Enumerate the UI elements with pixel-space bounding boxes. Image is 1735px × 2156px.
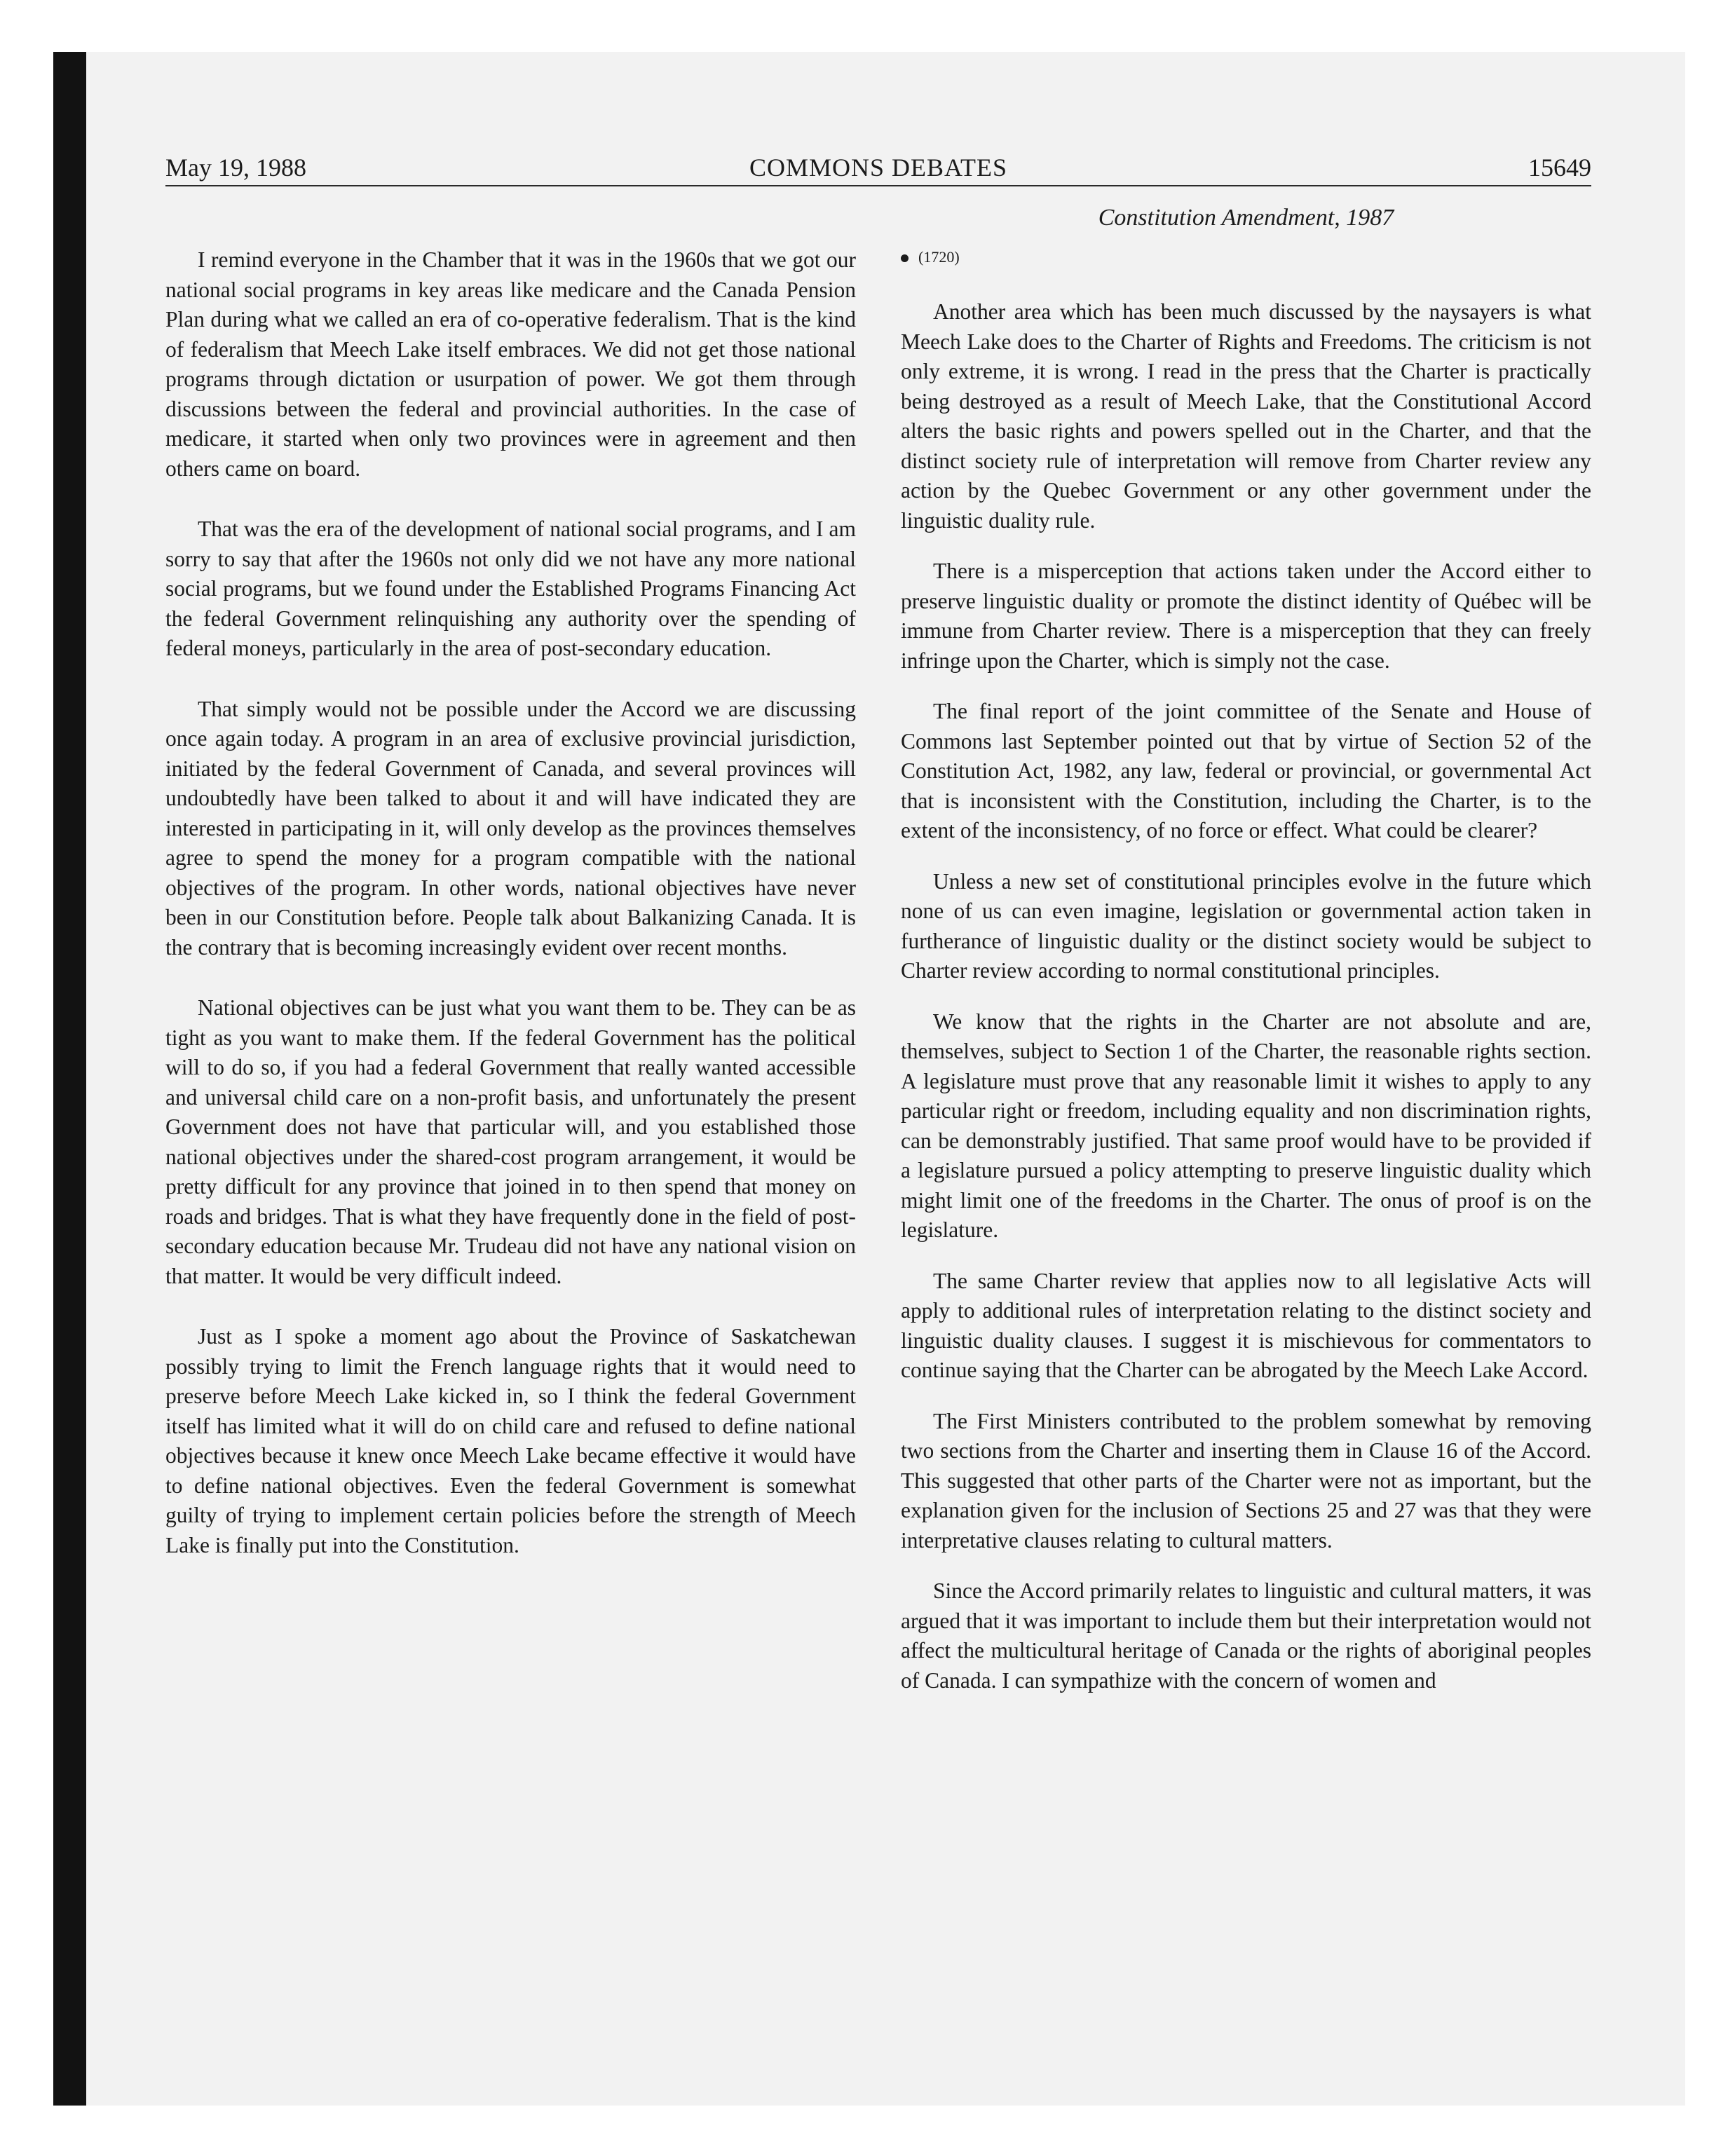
time-marker-text: (1720) — [918, 248, 960, 266]
paragraph: The final report of the joint committee of the Senate and House of Commons last September pointed out that by virtue of Section 52 of the Constitution Act, 1982, any law, federal or provincial, or governmental Act that is inconsistent with the Constitution, including the Charter, is to the extent of the inconsistency, of no force or effect. What could be clearer? — [901, 699, 1591, 842]
header-date: May 19, 1988 — [165, 153, 306, 182]
paragraph: I remind everyone in the Chamber that it was in the 1960s that we got our national social programs in key areas like medicare and the Canada Pension Plan during what we called an era of co-operative federalism. That is the kind of federalism that Meech Lake itself embraces. We did not get those national programs through dictation or usurpation of power. We got them through discussions between the federal and provincial authorities. In the case of medicare, it started when only two provinces were in agreement and then others came on board. — [165, 247, 856, 481]
header-publication: COMMONS DEBATES — [749, 153, 1008, 182]
paragraph: That simply would not be possible under the Accord we are discussing once again today. A program in an area of exclusive provincial jurisdiction, initiated by the federal Government of Canada, and several provinces will undoubtedly have been talked to about it and will have indicated they are interested in participating in it, will only develop as the provinces themselves agree to spend the money for a program compatible with the national objectives of the program. In other words, national objectives have never been in our Constitution before. People talk about Balkanizing Canada. It is the contrary that is becoming increasingly evident over recent months. — [165, 696, 856, 960]
section-heading: Constitution Amendment, 1987 — [1098, 205, 1394, 231]
header-page-number: 15649 — [1528, 153, 1591, 182]
right-column — [901, 245, 1591, 1717]
bullet-icon — [901, 254, 909, 262]
scan-binding-edge — [53, 52, 86, 2106]
left-column — [165, 245, 856, 1591]
paragraph: National objectives can be just what you want them to be. They can be as tight as you want to make them. If the federal Government has the political will to do so, if you had a federal Government that really wanted accessible and universal child care on a non-profit basis, and unfortunately the present Government does not have that particular will, and you established those national objectives under the shared-cost program arrangement, it would be pretty difficult for any province that joined in to then spend that money on roads and bridges. That is what they have frequently done in the field of post-secondary education because Mr. Trudeau did not have any national vision on that matter. It would be very difficult indeed. — [165, 995, 856, 1288]
paragraph: Another area which has been much discussed by the naysayers is what Meech Lake does to the Charter of Rights and Freedoms. The criticism is not only extreme, it is wrong. I read in the press that the Charter is practically being destroyed as a result of Meech Lake, that the Constitutional Accord alters the basic rights and powers spelled out in the Charter, and that the distinct society rule of interpretation will remove from Charter review any action by the Quebec Government or any other government under the linguistic duality rule. — [901, 299, 1591, 533]
paragraph: Since the Accord primarily relates to linguistic and cultural matters, it was argued that it was important to include them but their interpretation would not affect the multicultural heritage of Canada or the rights of aboriginal peoples of Canada. I can sympathize with the concern of women and — [901, 1578, 1591, 1693]
paragraph: Just as I spoke a moment ago about the Province of Saskatchewan possibly trying to limit the French language rights that it would need to preserve before Meech Lake kicked in, so I think the federal Government itself has limited what it will do on child care and refused to define national objectives because it knew once Meech Lake became effective it would have to define national objectives. Even the federal Government is somewhat guilty of trying to implement certain policies before the strength of Meech Lake is finally put into the Constitution. — [165, 1324, 856, 1557]
paragraph: There is a misperception that actions taken under the Accord either to preserve linguistic duality or promote the distinct identity of Québec will be immune from Charter review. There is a misperception that they can freely infringe upon the Charter, which is simply not the case. — [901, 559, 1591, 673]
paragraph: The First Ministers contributed to the problem somewhat by removing two sections from the Charter and inserting them in Clause 16 of the Accord. This suggested that other parts of the Charter were not as important, but the explanation given for the inclusion of Sections 25 and 27 was that they were interpretative clauses relating to cultural matters. — [901, 1408, 1591, 1553]
running-head — [165, 149, 1591, 186]
paragraph: We know that the rights in the Charter are not absolute and are, themselves, subject to Section 1 of the Charter, the reasonable rights section. A legislature must prove that any reasonable limit it wishes to apply to any particular right or freedom, including equality and non discrimination rights, can be demonstrably justified. That same proof would have to be provided if a legislature pursued a policy attempting to preserve linguistic duality which might limit one of the freedoms in the Charter. The onus of proof is on the legislature. — [901, 1009, 1591, 1242]
paragraph: That was the era of the development of national social programs, and I am sorry to say that after the 1960s not only did we not have any more national social programs, but we found under the Established Programs Financing Act the federal Government relinquishing any authority over the spending of federal moneys, particularly in the area of post-secondary education. — [165, 517, 856, 660]
paragraph: Unless a new set of constitutional principles evolve in the future which none of us can even imagine, legislation or governmental action taken in furtherance of linguistic duality or the distinct society would be subject to Charter review according to normal constitutional principles. — [901, 868, 1591, 983]
time-marker — [901, 245, 1591, 269]
paragraph: The same Charter review that applies now to all legislative Acts will apply to additional rules of interpretation relating to the distinct society and linguistic duality clauses. I suggest it is mischievous for commentators to continue saying that the Charter can be abrogated by the Meech Lake Accord. — [901, 1268, 1591, 1382]
